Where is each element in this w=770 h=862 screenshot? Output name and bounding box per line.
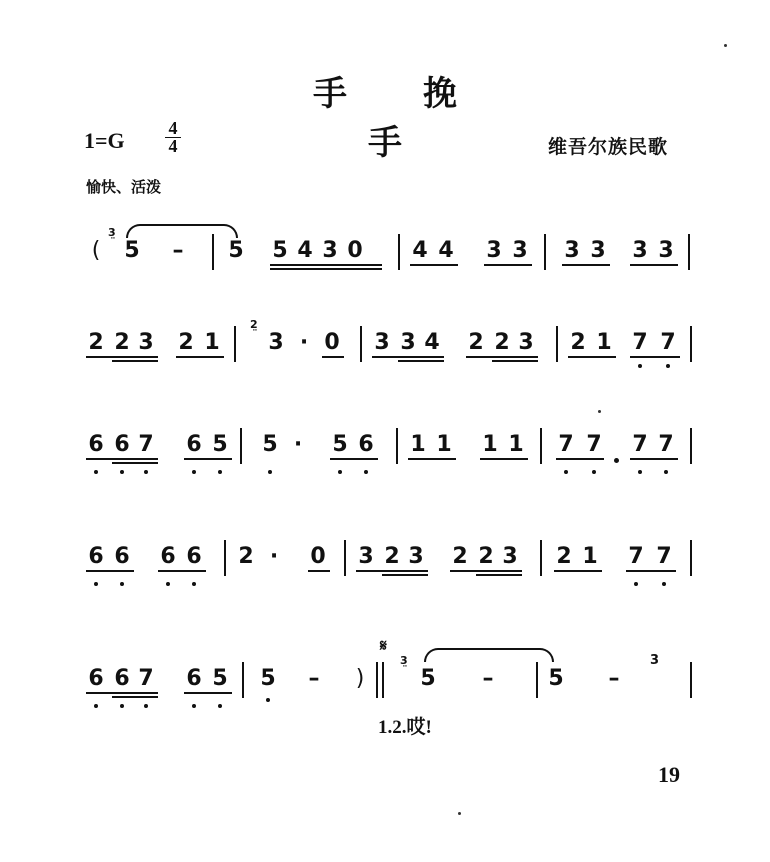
- bar-line: [398, 234, 400, 270]
- song-source: 维吾尔族民歌: [548, 136, 669, 158]
- dot-duration: ·: [269, 544, 279, 569]
- dash: –: [308, 666, 320, 691]
- key-signature: 1=G: [84, 128, 125, 153]
- octave-dot: [192, 582, 196, 586]
- note: 5: [212, 432, 228, 457]
- octave-dot: [638, 364, 642, 368]
- note: 5: [332, 432, 348, 457]
- underline: [382, 574, 428, 576]
- bar-line: [382, 662, 384, 698]
- note: 2: [494, 330, 510, 355]
- underline: [484, 264, 532, 266]
- octave-dot: [638, 470, 642, 474]
- octave-dot: [364, 470, 368, 474]
- underline: [112, 462, 158, 464]
- bar-line: [242, 662, 244, 698]
- note: 2: [114, 330, 130, 355]
- note: 1: [482, 432, 498, 457]
- paren-close: ): [355, 666, 365, 691]
- octave-dot: [664, 470, 668, 474]
- bar-line: [536, 662, 538, 698]
- note: 3: [268, 330, 284, 355]
- note: 1: [508, 432, 524, 457]
- underline: [158, 570, 206, 572]
- note: 1: [582, 544, 598, 569]
- underline: [466, 356, 538, 358]
- note: 4: [412, 238, 428, 263]
- note: 7: [138, 666, 154, 691]
- octave-dot: [666, 364, 670, 368]
- note: 2: [452, 544, 468, 569]
- note: 6: [186, 432, 202, 457]
- octave-dot: [94, 470, 98, 474]
- note: 6: [358, 432, 374, 457]
- octave-dot: [592, 470, 596, 474]
- note: 0: [324, 330, 340, 355]
- paren-open: (: [91, 238, 101, 263]
- note: 2: [88, 330, 104, 355]
- note: 3: [374, 330, 390, 355]
- note: 6: [88, 544, 104, 569]
- note: 6: [160, 544, 176, 569]
- time-signature-bottom: 4: [168, 136, 178, 156]
- note: 3: [486, 238, 502, 263]
- time-signature-top: 4: [168, 118, 178, 138]
- bar-line: [540, 540, 542, 576]
- underline: [630, 264, 678, 266]
- note: 3: [358, 544, 374, 569]
- note: 2: [478, 544, 494, 569]
- underline: [630, 356, 680, 358]
- underline: [626, 570, 676, 572]
- note: 5: [212, 666, 228, 691]
- octave-dot: [120, 704, 124, 708]
- note: 6: [88, 432, 104, 457]
- note: 3: [632, 238, 648, 263]
- dash: –: [172, 238, 184, 263]
- grace-note: 3̤: [400, 654, 408, 667]
- underline: [270, 268, 382, 270]
- bar-line: [376, 662, 378, 698]
- note: 7: [628, 544, 644, 569]
- note: 6: [186, 544, 202, 569]
- dash: –: [608, 666, 620, 691]
- underline: [322, 356, 344, 358]
- underline: [398, 360, 444, 362]
- note: 5: [228, 238, 244, 263]
- note: 4: [438, 238, 454, 263]
- bar-line: [690, 662, 692, 698]
- octave-dot: [338, 470, 342, 474]
- note: 3: [658, 238, 674, 263]
- lyric-text: 1.2.哎!: [378, 717, 432, 738]
- underline: [480, 458, 528, 460]
- bar-line: [540, 428, 542, 464]
- title-char: 挽: [423, 74, 457, 114]
- note: 7: [660, 330, 676, 355]
- tempo-marking: 愉快、活泼: [86, 178, 162, 196]
- note: 3: [138, 330, 154, 355]
- octave-dot: [266, 698, 270, 702]
- bar-line: [224, 540, 226, 576]
- note: 1: [436, 432, 452, 457]
- page-number: 19: [658, 762, 680, 787]
- note: 1: [204, 330, 220, 355]
- note: 2: [570, 330, 586, 355]
- underline: [86, 692, 158, 694]
- note: 7: [632, 330, 648, 355]
- dash: –: [482, 666, 494, 691]
- note: 2: [468, 330, 484, 355]
- grace-note: 2̤: [250, 318, 258, 331]
- underline: [112, 696, 158, 698]
- underline: [308, 570, 330, 572]
- tie-slur: [424, 648, 554, 662]
- underline: [86, 570, 134, 572]
- octave-dot: [94, 582, 98, 586]
- underline: [562, 264, 610, 266]
- note: 1: [410, 432, 426, 457]
- note: 6: [114, 544, 130, 569]
- underline: [86, 458, 158, 460]
- speck: [598, 410, 601, 413]
- staccato-dot: [614, 458, 619, 463]
- bar-line: [212, 234, 214, 270]
- note: 3: [408, 544, 424, 569]
- note: 5: [260, 666, 276, 691]
- bar-line: [556, 326, 558, 362]
- note: 7: [632, 432, 648, 457]
- note: 0: [347, 238, 363, 263]
- note: 7: [658, 432, 674, 457]
- underline: [330, 458, 378, 460]
- grace-note: 3: [650, 653, 660, 668]
- speck: [724, 44, 727, 47]
- note: 7: [586, 432, 602, 457]
- note: 5: [548, 666, 564, 691]
- title-char: 手: [368, 123, 402, 163]
- bar-line: [240, 428, 242, 464]
- underline: [184, 458, 232, 460]
- title-char: 手: [313, 74, 347, 114]
- bar-line: [544, 234, 546, 270]
- octave-dot: [192, 704, 196, 708]
- underline: [568, 356, 616, 358]
- octave-dot: [144, 704, 148, 708]
- underline: [492, 360, 538, 362]
- octave-dot: [94, 704, 98, 708]
- underline: [476, 574, 522, 576]
- underline: [86, 356, 158, 358]
- note: 3: [512, 238, 528, 263]
- underline: [112, 360, 158, 362]
- bar-line: [360, 326, 362, 362]
- note: 7: [558, 432, 574, 457]
- octave-dot: [564, 470, 568, 474]
- note: 4: [424, 330, 440, 355]
- underline: [630, 458, 678, 460]
- note: 4: [297, 238, 313, 263]
- octave-dot: [218, 704, 222, 708]
- octave-dot: [166, 582, 170, 586]
- underline: [450, 570, 522, 572]
- bar-line: [344, 540, 346, 576]
- octave-dot: [192, 470, 196, 474]
- bar-line: [688, 234, 690, 270]
- note: 5: [262, 432, 278, 457]
- note: 5: [420, 666, 436, 691]
- underline: [356, 570, 428, 572]
- underline: [176, 356, 224, 358]
- note: 7: [138, 432, 154, 457]
- segno-icon: 𝄋: [380, 636, 387, 655]
- grace-note: 3̤: [108, 226, 116, 239]
- octave-dot: [218, 470, 222, 474]
- note: 1: [596, 330, 612, 355]
- note: 7: [656, 544, 672, 569]
- octave-dot: [120, 470, 124, 474]
- note: 3: [518, 330, 534, 355]
- note: 3: [564, 238, 580, 263]
- note: 3: [502, 544, 518, 569]
- underline: [408, 458, 456, 460]
- underline: [554, 570, 602, 572]
- note: 0: [310, 544, 326, 569]
- dot-duration: ·: [293, 432, 303, 457]
- underline: [270, 264, 382, 266]
- note: 3: [590, 238, 606, 263]
- note: 3: [322, 238, 338, 263]
- note: 2: [178, 330, 194, 355]
- speck: [458, 812, 461, 815]
- underline: [184, 692, 232, 694]
- bar-line: [396, 428, 398, 464]
- note: 2: [384, 544, 400, 569]
- note: 5: [272, 238, 288, 263]
- octave-dot: [662, 582, 666, 586]
- bar-line: [690, 428, 692, 464]
- song-title: [230, 66, 540, 164]
- bar-line: [690, 540, 692, 576]
- note: 6: [114, 432, 130, 457]
- bar-line: [690, 326, 692, 362]
- note: 5: [124, 238, 140, 263]
- octave-dot: [268, 470, 272, 474]
- underline: [410, 264, 458, 266]
- note: 6: [186, 666, 202, 691]
- bar-line: [234, 326, 236, 362]
- note: 2: [556, 544, 572, 569]
- octave-dot: [120, 582, 124, 586]
- note: 2: [238, 544, 254, 569]
- underline: [556, 458, 604, 460]
- dot-duration: ·: [299, 330, 309, 355]
- note: 6: [114, 666, 130, 691]
- time-signature: [160, 120, 186, 155]
- tie-slur: [126, 224, 238, 238]
- note: 3: [400, 330, 416, 355]
- octave-dot: [144, 470, 148, 474]
- underline: [372, 356, 444, 358]
- octave-dot: [634, 582, 638, 586]
- note: 6: [88, 666, 104, 691]
